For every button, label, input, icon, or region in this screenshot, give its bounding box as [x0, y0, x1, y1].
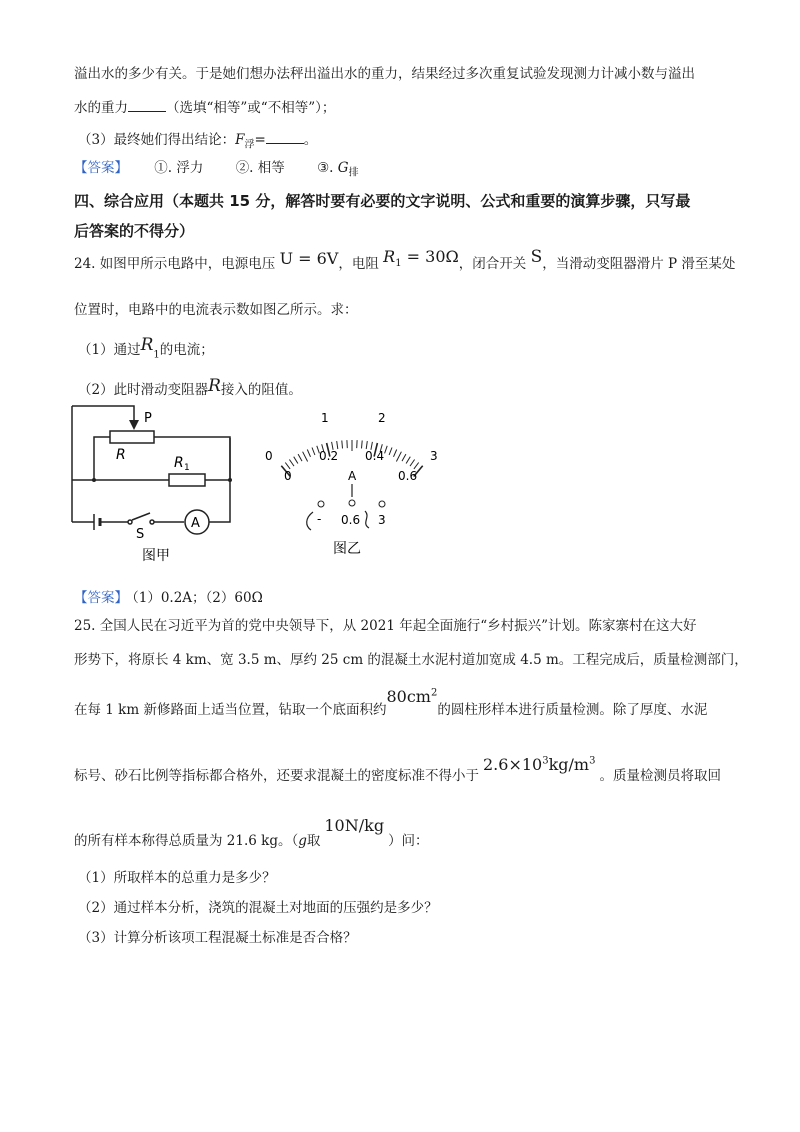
question-line	[74, 755, 721, 784]
text-span: （1）通过	[78, 342, 141, 358]
text-span: ③.	[317, 160, 338, 176]
math-g: 10N/kg	[324, 816, 385, 835]
dial-tick	[312, 448, 315, 456]
dial-tick	[303, 452, 308, 462]
dial-tick	[414, 463, 419, 469]
junction-dot	[228, 478, 232, 482]
switch-contact	[128, 520, 132, 524]
subscript: 浮	[244, 139, 255, 151]
answer-line	[74, 586, 263, 606]
dial-label-outer: 3	[430, 449, 438, 463]
text-span: （2）此时滑动变阻器	[78, 382, 209, 398]
text-span: 24. 如图甲所示电路中，电源电压	[74, 256, 276, 272]
dial-tick	[389, 448, 392, 456]
ammeter-label: A	[191, 516, 200, 531]
wire-lead	[365, 511, 369, 528]
answer-line	[74, 156, 359, 179]
text-span: ）问：	[388, 833, 429, 849]
dial-label-outer: 1	[321, 411, 329, 425]
text-span: 。	[303, 132, 318, 148]
symbol-r: R	[140, 335, 154, 355]
symbol-r: R	[208, 376, 221, 396]
question-line: 位置时，电路中的电流表示数如图乙所示。求：	[74, 302, 358, 318]
text-line	[78, 128, 317, 151]
answer-tag: 【答案】	[74, 590, 128, 606]
dial-tick	[337, 441, 338, 449]
math-s: S	[530, 247, 543, 267]
dial-label-outer: 0	[265, 449, 273, 463]
dial-label-inner: 0.2	[319, 449, 339, 463]
text-span: 标号、砂石比例等指标都合格外，还要求混凝土的密度标准不得小于	[74, 768, 479, 784]
terminal-negative	[318, 501, 324, 507]
figure-caption: 图甲	[142, 548, 170, 564]
superscript: 3	[542, 755, 549, 767]
dial-tick	[294, 457, 298, 464]
terminal-0-6	[349, 500, 355, 506]
label-r1: R	[174, 455, 184, 471]
subscript: 排	[348, 167, 359, 179]
fill-blank	[266, 131, 304, 144]
terminal-3	[379, 501, 385, 507]
text-span: = 30Ω	[401, 247, 459, 266]
symbol-f: F	[235, 132, 245, 148]
text-span: kg/m	[548, 755, 590, 774]
text-span: 80cm	[386, 687, 431, 706]
dial-tick	[289, 460, 294, 467]
switch-contact	[150, 520, 154, 524]
label-r1-sub: 1	[184, 463, 190, 473]
rheostat	[110, 431, 154, 443]
dial-tick	[402, 454, 406, 461]
dial-tick	[342, 441, 343, 449]
dial-tick	[298, 454, 302, 461]
terminal-label: 0.6	[341, 513, 361, 527]
dial-tick	[307, 450, 310, 457]
math-u: U = 6V	[279, 249, 339, 268]
text-span: 。质量检测员将取回	[599, 768, 721, 784]
math-r1	[383, 247, 459, 270]
symbol-g: g	[298, 833, 307, 849]
answer-item	[317, 160, 359, 179]
answer-tag: 【答案】	[74, 160, 128, 176]
question-line: （3）计算分析该项工程混凝土标准是否合格？	[78, 930, 357, 946]
text-span: （3）最终她们得出结论：	[78, 132, 236, 148]
fill-blank	[128, 99, 166, 112]
dial-tick	[285, 463, 290, 469]
ammeter-dial	[255, 400, 455, 565]
switch-lever	[132, 513, 150, 520]
question-line: （2）通过样本分析，浇筑的混凝土对地面的压强约是多少？	[78, 900, 438, 916]
dial-tick	[410, 460, 415, 467]
dial-unit-label: A	[348, 469, 357, 483]
section-heading: 后答案的不得分）	[74, 222, 195, 240]
question-line: 形势下，将原长 4 km、宽 3.5 m、厚约 25 cm 的混凝土水泥村道加宽成 4.5 m。工程完成后，质量检测部门，	[74, 652, 748, 668]
dial-tick	[406, 457, 410, 464]
dial-tick	[385, 446, 388, 454]
text-line: 溢出水的多少有关。于是她们想办法秤出溢出水的重力，结果经过多次重复试验发现测力计减小数与溢出	[74, 66, 695, 82]
answer-item: ①. 浮力	[154, 160, 204, 176]
text-line	[74, 96, 335, 116]
text-span: 接入的阻值。	[220, 382, 302, 398]
question-line: 25. 全国人民在习近平为首的党中央领导下，从 2021 年起全面施行“乡村振兴”计划。陈家寨村在这大好	[74, 618, 697, 634]
text-span: ，电阻	[338, 256, 379, 272]
text-span: （选填“相等”或“不相等”）；	[166, 100, 336, 116]
answer-item: ②. 相等	[235, 160, 285, 176]
wire-lead	[307, 512, 313, 530]
question-line	[74, 687, 708, 718]
superscript: 3	[589, 755, 596, 767]
text-span: 的圆柱形样本进行质量检测。除了厚度、水泥	[437, 702, 708, 718]
text-span: 水的重力	[74, 100, 128, 116]
math-density	[483, 755, 595, 774]
question-line: （1）所取样本的总重力是多少？	[78, 870, 276, 886]
resistor-r1	[169, 474, 205, 486]
symbol-g: G	[337, 160, 349, 176]
question-line	[78, 378, 302, 399]
answer-text: （1）0.2A；（2）60Ω	[132, 590, 263, 606]
terminal-label: -	[317, 512, 322, 526]
junction-dot	[92, 478, 96, 482]
dial-tick	[366, 441, 367, 449]
question-line	[78, 335, 214, 361]
text-span: 2.6×10	[483, 755, 543, 774]
question-line	[74, 816, 429, 849]
circuit-diagram	[64, 400, 244, 580]
question-line	[74, 247, 736, 275]
wire	[72, 406, 134, 426]
slider-arrow	[129, 420, 139, 430]
label-s: S	[136, 527, 145, 542]
text-span: 的所有样本称得总质量为 21.6 kg。（	[74, 833, 299, 849]
terminal-label: 3	[378, 513, 386, 527]
text-span: 取	[306, 833, 321, 849]
label-p: P	[144, 411, 152, 426]
wire	[94, 437, 110, 480]
figure-caption: 图乙	[333, 541, 361, 557]
dial-tick	[394, 450, 397, 457]
section-heading: 四、综合应用（本题共 15 分，解答时要有必要的文字说明、公式和重要的演算步骤，只写最	[74, 192, 691, 210]
label-r: R	[116, 447, 126, 463]
math-area	[386, 687, 437, 706]
dial-label-inner: 0.6	[398, 469, 418, 483]
subscript: 1	[153, 349, 160, 361]
dial-label-outer: 2	[378, 411, 386, 425]
text-span: ，当滑动变阻器滑片 P 滑至某处	[542, 256, 736, 272]
text-span: 在每 1 km 新修路面上适当位置，钻取一个底面积约	[74, 702, 387, 718]
subscript: 1	[395, 258, 402, 270]
dial-label-inner: 0.4	[365, 449, 385, 463]
text-span: ，闭合开关	[458, 256, 527, 272]
text-span: 的电流；	[159, 342, 214, 358]
superscript: 2	[430, 687, 438, 699]
dial-label-inner: 0	[284, 469, 292, 483]
text-span: =	[254, 132, 266, 148]
dial-tick	[362, 441, 363, 449]
dial-tick	[396, 452, 401, 462]
symbol-r: R	[383, 247, 396, 266]
